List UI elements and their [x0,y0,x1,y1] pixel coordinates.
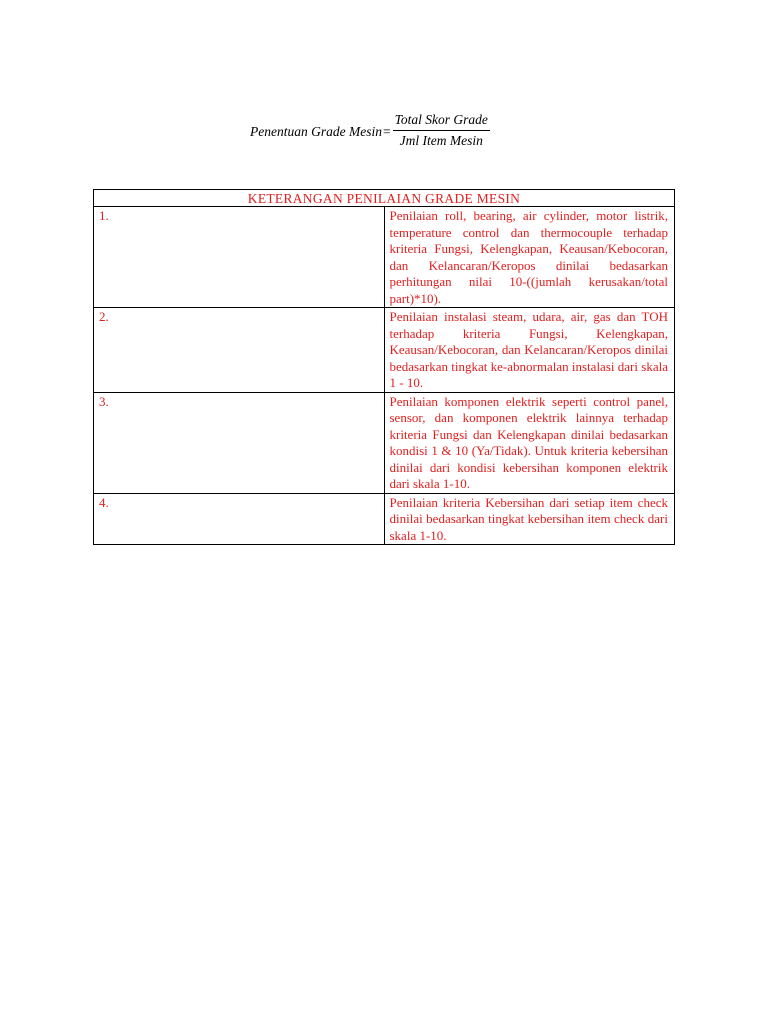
grade-criteria-table [93,189,675,545]
row-number: 2. [94,308,385,393]
table-header: KETERANGAN PENILAIAN GRADE MESIN [94,190,675,207]
table-row [94,207,675,308]
formula-expression [250,112,490,149]
table-row [94,308,675,393]
table-header-row [94,190,675,207]
row-description: Penilaian komponen elektrik seperti control panel, sensor, dan komponen elektrik lainnya terhadap kriteria Fungsi dan Kelengkapan dinilai bedasarkan kondisi 1 & 10 (Ya/Tidak). Untuk kriteria kebersihan dinilai dari kondisi kebersihan komponen elektrik dari skala 1-10. [384,392,675,493]
formula-lhs: Penentuan Grade Mesin [250,123,382,139]
grade-criteria-table-wrapper [93,189,675,545]
row-description: Penilaian roll, bearing, air cylinder, motor listrik, temperature control dan thermocouple terhadap kriteria Fungsi, Kelengkapan, Keausan/Kebocoran, dan Kelancaran/Keropos dinilai bedasarkan perhitungan nilai 10-((jumlah kerusakan/total part)*10). [384,207,675,308]
table-row [94,493,675,545]
row-number: 1. [94,207,385,308]
row-description: Penilaian kriteria Kebersihan dari setiap item check dinilai bedasarkan tingkat kebersihan item check dari skala 1-10. [384,493,675,545]
formula-numerator: Total Skor Grade [393,112,490,131]
formula-equals: = [382,123,391,139]
row-description: Penilaian instalasi steam, udara, air, gas dan TOH terhadap kriteria Fungsi, Kelengkapan, Keausan/Kebocoran, dan Kelancaran/Keropos dinilai bedasarkan tingkat ke-abnormalan instalasi dari skala 1 - 10. [384,308,675,393]
table-row [94,392,675,493]
grade-formula [0,112,768,158]
formula-fraction [393,112,490,149]
formula-denominator: Jml Item Mesin [399,133,483,148]
row-number: 4. [94,493,385,545]
row-number: 3. [94,392,385,493]
